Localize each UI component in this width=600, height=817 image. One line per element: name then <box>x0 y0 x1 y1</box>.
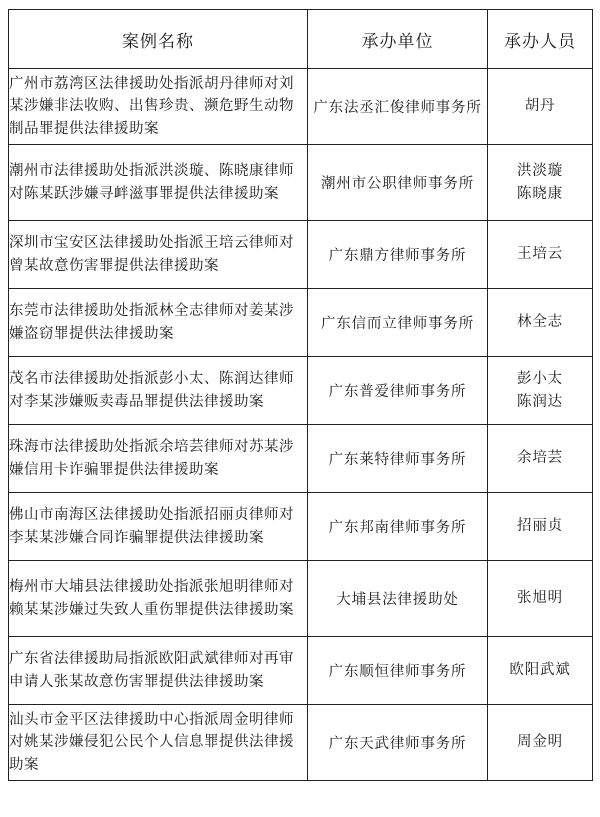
staff-name: 欧阳武斌 <box>509 662 571 678</box>
staff-name: 陈润达 <box>517 393 563 410</box>
unit: 广东普爱律师事务所 <box>308 357 488 425</box>
case-name: 汕头市金平区法律援助中心指派周金明律师对姚某涉嫌侵犯公民个人信息罪提供法律援助案 <box>9 705 308 781</box>
case-name: 珠海市法律援助处指派余培芸律师对苏某涉嫌信用卡诈骗罪提供法律援助案 <box>9 425 308 493</box>
unit: 潮州市公职律师事务所 <box>308 145 488 221</box>
staff <box>488 705 593 781</box>
staff <box>488 561 593 637</box>
staff <box>488 357 593 425</box>
case-name: 深圳市宝安区法律援助处指派王培云律师对曾某故意伤害罪提供法律援助案 <box>9 221 308 289</box>
table-row <box>9 637 593 705</box>
table-row <box>9 357 593 425</box>
case-name: 潮州市法律援助处指派洪淡璇、陈晓康律师对陈某跃涉嫌寻衅滋事罪提供法律援助案 <box>9 145 308 221</box>
staff-name: 招丽贞 <box>517 518 563 534</box>
table-row <box>9 425 593 493</box>
staff <box>488 221 593 289</box>
case-name: 佛山市南海区法律援助处指派招丽贞律师对李某某涉嫌合同诈骗罪提供法律援助案 <box>9 493 308 561</box>
staff-name: 周金明 <box>517 734 563 750</box>
unit: 广东邦南律师事务所 <box>308 493 488 561</box>
staff <box>488 493 593 561</box>
case-name: 广州市荔湾区法律援助处指派胡丹律师对刘某涉嫌非法收购、出售珍贵、濒危野生动物制品罪提供法律援助案 <box>9 69 308 145</box>
case-name: 东莞市法律援助处指派林全志律师对姜某涉嫌盗窃罪提供法律援助案 <box>9 289 308 357</box>
unit: 广东法丞汇俊律师事务所 <box>308 69 488 145</box>
staff <box>488 425 593 493</box>
staff <box>488 637 593 705</box>
table-row <box>9 289 593 357</box>
case-table <box>8 9 593 781</box>
staff <box>488 69 593 145</box>
unit: 广东信而立律师事务所 <box>308 289 488 357</box>
table-row <box>9 705 593 781</box>
table-row <box>9 145 593 221</box>
table-row <box>9 69 593 145</box>
staff-name: 陈晓康 <box>517 185 563 202</box>
staff-name: 余培芸 <box>517 450 563 466</box>
header-row <box>9 10 593 69</box>
staff-name: 林全志 <box>517 314 563 330</box>
table-row <box>9 493 593 561</box>
staff-name: 张旭明 <box>517 590 563 606</box>
header-unit: 承办单位 <box>308 10 488 69</box>
case-name: 广东省法律援助局指派欧阳武斌律师对再审申请人张某故意伤害罪提供法律援助案 <box>9 637 308 705</box>
staff <box>488 145 593 221</box>
case-name: 茂名市法律援助处指派彭小太、陈润达律师对李某涉嫌贩卖毒品罪提供法律援助案 <box>9 357 308 425</box>
staff-name: 彭小太 <box>517 370 563 387</box>
staff-name: 王培云 <box>517 246 563 262</box>
case-name: 梅州市大埔县法律援助处指派张旭明律师对赖某某涉嫌过失致人重伤罪提供法律援助案 <box>9 561 308 637</box>
table-row <box>9 221 593 289</box>
unit: 广东顺恒律师事务所 <box>308 637 488 705</box>
header-staff: 承办人员 <box>488 10 593 69</box>
unit: 广东莱特律师事务所 <box>308 425 488 493</box>
unit: 广东鼎方律师事务所 <box>308 221 488 289</box>
table-row <box>9 561 593 637</box>
staff-name: 胡丹 <box>524 98 556 114</box>
header-case-name: 案例名称 <box>9 10 308 69</box>
unit: 广东天武律师事务所 <box>308 705 488 781</box>
unit: 大埔县法律援助处 <box>308 561 488 637</box>
staff <box>488 289 593 357</box>
staff-name: 洪淡璇 <box>517 162 563 179</box>
